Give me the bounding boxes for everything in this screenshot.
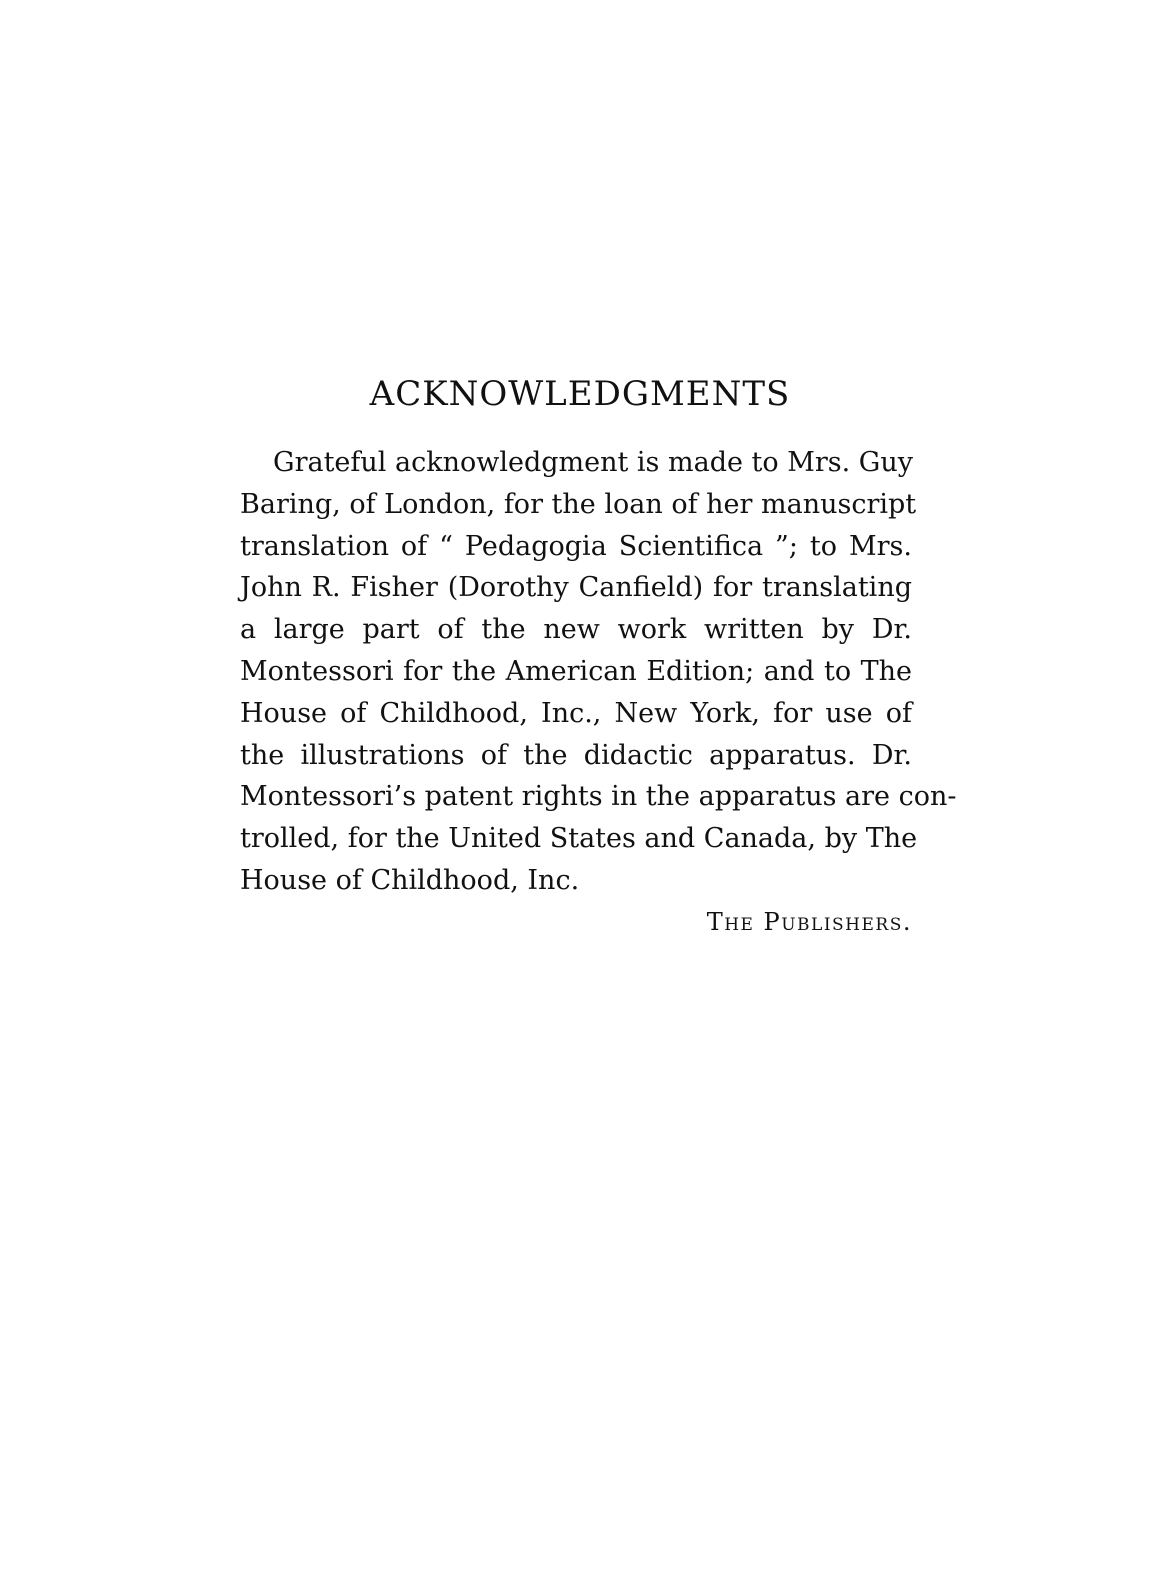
paragraph-line: translation of “ Pedagogia Scientifica ”; to Mrs. — [240, 530, 912, 562]
acknowledgment-paragraph — [240, 442, 957, 902]
page-title: ACKNOWLEDGMENTS — [369, 374, 791, 414]
paragraph-line: Baring, of London, for the loan of her manuscript — [240, 488, 917, 520]
paragraph-line: John R. Fisher (Dorothy Canfield) for translating — [240, 572, 912, 604]
publisher-signature: The Publishers. — [706, 908, 912, 936]
paragraph-line: a large part of the new work written by Dr. — [240, 614, 912, 646]
paragraph-line: Montessori’s patent rights in the apparatus are con- — [240, 781, 957, 813]
paragraph-line: trolled, for the United States and Canada, by The — [240, 823, 918, 855]
paragraph-line: Grateful acknowledgment is made to Mrs. Guy — [273, 447, 914, 478]
paragraph-line: House of Childhood, Inc. — [240, 864, 580, 896]
paragraph-line: the illustrations of the didactic apparatus. Dr. — [240, 739, 912, 771]
paragraph-line: House of Childhood, Inc., New York, for use of — [240, 697, 912, 729]
paragraph-line: Montessori for the American Edition; and to The — [240, 655, 912, 687]
